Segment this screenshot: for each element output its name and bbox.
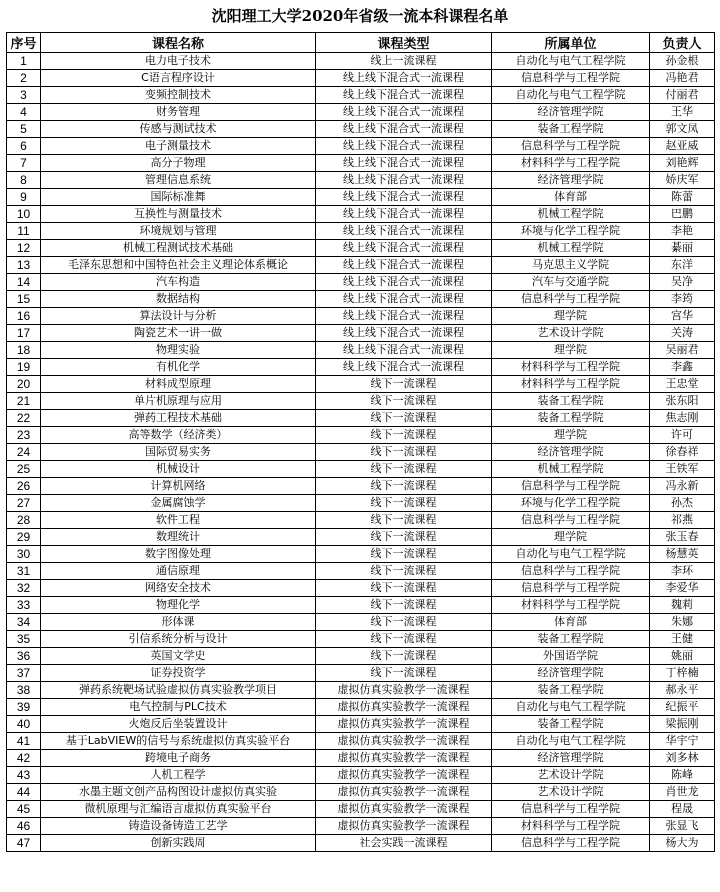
cell-lead: 纪振平 [650, 699, 715, 716]
cell-course-type: 线下一流课程 [316, 597, 492, 614]
header-course-name: 课程名称 [41, 33, 316, 53]
cell-index: 47 [7, 835, 41, 852]
cell-department: 经济管理学院 [492, 750, 650, 767]
cell-lead: 巴鹏 [650, 206, 715, 223]
cell-lead: 张东阳 [650, 393, 715, 410]
cell-department: 材料科学与工程学院 [492, 597, 650, 614]
cell-course-name: 网络安全技术 [41, 580, 316, 597]
cell-department: 理学院 [492, 308, 650, 325]
table-row [7, 138, 715, 155]
cell-index: 21 [7, 393, 41, 410]
cell-index: 20 [7, 376, 41, 393]
cell-course-name: 高分子物理 [41, 155, 316, 172]
table-row [7, 597, 715, 614]
cell-course-type: 线上线下混合式一流课程 [316, 342, 492, 359]
cell-course-name: 机械工程测试技术基础 [41, 240, 316, 257]
cell-department: 装备工程学院 [492, 121, 650, 138]
cell-department: 经济管理学院 [492, 104, 650, 121]
cell-department: 机械工程学院 [492, 206, 650, 223]
cell-course-type: 线上线下混合式一流课程 [316, 206, 492, 223]
cell-course-type: 线上线下混合式一流课程 [316, 70, 492, 87]
cell-department: 信息科学与工程学院 [492, 478, 650, 495]
table-row [7, 70, 715, 87]
cell-lead: 丁梓楠 [650, 665, 715, 682]
cell-department: 经济管理学院 [492, 172, 650, 189]
cell-department: 环境与化学工程学院 [492, 495, 650, 512]
cell-index: 17 [7, 325, 41, 342]
cell-course-name: 陶瓷艺术一讲一做 [41, 325, 316, 342]
cell-department: 汽车与交通学院 [492, 274, 650, 291]
cell-index: 10 [7, 206, 41, 223]
cell-course-type: 线下一流课程 [316, 580, 492, 597]
cell-department: 装备工程学院 [492, 393, 650, 410]
cell-department: 装备工程学院 [492, 410, 650, 427]
table-row [7, 546, 715, 563]
cell-index: 7 [7, 155, 41, 172]
cell-course-name: 计算机网络 [41, 478, 316, 495]
table-row [7, 53, 715, 70]
cell-lead: 杨大为 [650, 835, 715, 852]
table-row [7, 818, 715, 835]
cell-department: 信息科学与工程学院 [492, 512, 650, 529]
cell-course-type: 线下一流课程 [316, 478, 492, 495]
cell-lead: 李鑫 [650, 359, 715, 376]
cell-index: 32 [7, 580, 41, 597]
cell-course-type: 线上线下混合式一流课程 [316, 121, 492, 138]
table-row [7, 376, 715, 393]
table-row [7, 444, 715, 461]
cell-lead: 华宇宁 [650, 733, 715, 750]
cell-index: 22 [7, 410, 41, 427]
cell-index: 41 [7, 733, 41, 750]
cell-lead: 东洋 [650, 257, 715, 274]
cell-department: 理学院 [492, 529, 650, 546]
cell-department: 材料科学与工程学院 [492, 818, 650, 835]
header-lead: 负责人 [650, 33, 715, 53]
cell-course-name: 电力电子技术 [41, 53, 316, 70]
cell-index: 4 [7, 104, 41, 121]
header-index: 序号 [7, 33, 41, 53]
cell-lead: 王铁军 [650, 461, 715, 478]
cell-index: 27 [7, 495, 41, 512]
cell-course-name: 英国文学史 [41, 648, 316, 665]
cell-course-type: 线上线下混合式一流课程 [316, 274, 492, 291]
cell-index: 30 [7, 546, 41, 563]
cell-index: 8 [7, 172, 41, 189]
cell-course-name: 数字图像处理 [41, 546, 316, 563]
cell-course-name: 材料成型原理 [41, 376, 316, 393]
cell-department: 材料科学与工程学院 [492, 359, 650, 376]
cell-lead: 郝永平 [650, 682, 715, 699]
cell-index: 38 [7, 682, 41, 699]
cell-course-type: 虚拟仿真实验教学一流课程 [316, 733, 492, 750]
cell-course-type: 虚拟仿真实验教学一流课程 [316, 750, 492, 767]
cell-course-type: 虚拟仿真实验教学一流课程 [316, 716, 492, 733]
cell-lead: 冯永新 [650, 478, 715, 495]
cell-course-name: 管理信息系统 [41, 172, 316, 189]
cell-index: 12 [7, 240, 41, 257]
cell-department: 体育部 [492, 189, 650, 206]
cell-index: 14 [7, 274, 41, 291]
table-row [7, 393, 715, 410]
cell-lead: 吴丽君 [650, 342, 715, 359]
cell-course-name: 微机原理与汇编语言虚拟仿真实验平台 [41, 801, 316, 818]
cell-course-name: 火炮反后坐装置设计 [41, 716, 316, 733]
table-row [7, 801, 715, 818]
cell-department: 信息科学与工程学院 [492, 291, 650, 308]
cell-course-name: 单片机原理与应用 [41, 393, 316, 410]
cell-course-name: 国际标准舞 [41, 189, 316, 206]
cell-index: 28 [7, 512, 41, 529]
cell-course-name: 水墨主题文创产品构图设计虚拟仿真实验 [41, 784, 316, 801]
cell-index: 6 [7, 138, 41, 155]
cell-course-type: 线下一流课程 [316, 563, 492, 580]
cell-index: 35 [7, 631, 41, 648]
table-row [7, 716, 715, 733]
cell-lead: 冯艳君 [650, 70, 715, 87]
cell-lead: 张玉春 [650, 529, 715, 546]
cell-department: 环境与化学工程学院 [492, 223, 650, 240]
cell-course-type: 虚拟仿真实验教学一流课程 [316, 801, 492, 818]
cell-course-name: 机械设计 [41, 461, 316, 478]
cell-course-name: 电子测量技术 [41, 138, 316, 155]
cell-index: 44 [7, 784, 41, 801]
cell-department: 艺术设计学院 [492, 325, 650, 342]
cell-course-type: 线下一流课程 [316, 614, 492, 631]
header-department: 所属单位 [492, 33, 650, 53]
table-row [7, 240, 715, 257]
cell-lead: 李环 [650, 563, 715, 580]
table-row [7, 563, 715, 580]
cell-lead: 祁燕 [650, 512, 715, 529]
cell-lead: 张显飞 [650, 818, 715, 835]
cell-department: 体育部 [492, 614, 650, 631]
cell-course-type: 线下一流课程 [316, 529, 492, 546]
cell-course-type: 线下一流课程 [316, 631, 492, 648]
cell-department: 艺术设计学院 [492, 767, 650, 784]
cell-department: 自动化与电气工程学院 [492, 87, 650, 104]
cell-lead: 李爱华 [650, 580, 715, 597]
cell-course-type: 线上线下混合式一流课程 [316, 359, 492, 376]
cell-department: 信息科学与工程学院 [492, 563, 650, 580]
cell-course-name: 人机工程学 [41, 767, 316, 784]
table-row [7, 274, 715, 291]
table-row [7, 223, 715, 240]
cell-index: 24 [7, 444, 41, 461]
cell-lead: 杨慧英 [650, 546, 715, 563]
cell-course-type: 线上线下混合式一流课程 [316, 172, 492, 189]
cell-lead: 李艳 [650, 223, 715, 240]
cell-index: 34 [7, 614, 41, 631]
cell-course-name: 物理化学 [41, 597, 316, 614]
cell-department: 马克思主义学院 [492, 257, 650, 274]
table-row [7, 682, 715, 699]
cell-lead: 姚丽 [650, 648, 715, 665]
table-row [7, 325, 715, 342]
cell-lead: 李筠 [650, 291, 715, 308]
table-row [7, 172, 715, 189]
cell-lead: 孙金根 [650, 53, 715, 70]
cell-department: 理学院 [492, 427, 650, 444]
table-row [7, 699, 715, 716]
cell-index: 23 [7, 427, 41, 444]
cell-course-name: 铸造设备铸造工艺学 [41, 818, 316, 835]
table-row [7, 665, 715, 682]
cell-course-name: 数据结构 [41, 291, 316, 308]
cell-course-type: 线上一流课程 [316, 53, 492, 70]
table-row [7, 512, 715, 529]
cell-lead: 徐春祥 [650, 444, 715, 461]
cell-course-type: 线下一流课程 [316, 393, 492, 410]
table-row [7, 121, 715, 138]
cell-lead: 王健 [650, 631, 715, 648]
cell-index: 45 [7, 801, 41, 818]
cell-index: 36 [7, 648, 41, 665]
cell-course-name: 弹药系统靶场试验虚拟仿真实验教学项目 [41, 682, 316, 699]
cell-course-name: 算法设计与分析 [41, 308, 316, 325]
cell-index: 42 [7, 750, 41, 767]
cell-course-name: 金属腐蚀学 [41, 495, 316, 512]
table-row [7, 648, 715, 665]
cell-lead: 陈蕾 [650, 189, 715, 206]
cell-department: 信息科学与工程学院 [492, 70, 650, 87]
table-row [7, 529, 715, 546]
cell-course-name: 变频控制技术 [41, 87, 316, 104]
cell-course-name: 国际贸易实务 [41, 444, 316, 461]
cell-course-type: 线上线下混合式一流课程 [316, 308, 492, 325]
cell-course-name: 数理统计 [41, 529, 316, 546]
cell-course-type: 线上线下混合式一流课程 [316, 189, 492, 206]
cell-lead: 魏莉 [650, 597, 715, 614]
cell-course-name: 汽车构造 [41, 274, 316, 291]
cell-department: 装备工程学院 [492, 631, 650, 648]
cell-department: 经济管理学院 [492, 665, 650, 682]
cell-lead: 关涛 [650, 325, 715, 342]
cell-course-name: 基于LabVIEW的信号与系统虚拟仿真实验平台 [41, 733, 316, 750]
course-table [6, 32, 715, 852]
cell-course-type: 线下一流课程 [316, 546, 492, 563]
cell-course-type: 虚拟仿真实验教学一流课程 [316, 699, 492, 716]
cell-course-name: 形体课 [41, 614, 316, 631]
cell-course-name: 环境规划与管理 [41, 223, 316, 240]
cell-department: 装备工程学院 [492, 716, 650, 733]
cell-course-type: 线上线下混合式一流课程 [316, 138, 492, 155]
table-row [7, 342, 715, 359]
table-row [7, 427, 715, 444]
cell-course-name: 创新实践周 [41, 835, 316, 852]
table-row [7, 189, 715, 206]
cell-lead: 焦志刚 [650, 410, 715, 427]
cell-course-name: 毛泽东思想和中国特色社会主义理论体系概论 [41, 257, 316, 274]
cell-course-type: 线上线下混合式一流课程 [316, 104, 492, 121]
cell-course-name: 高等数学（经济类） [41, 427, 316, 444]
cell-department: 材料科学与工程学院 [492, 155, 650, 172]
cell-course-type: 线上线下混合式一流课程 [316, 223, 492, 240]
cell-department: 艺术设计学院 [492, 784, 650, 801]
cell-course-type: 线上线下混合式一流课程 [316, 325, 492, 342]
cell-index: 11 [7, 223, 41, 240]
cell-department: 自动化与电气工程学院 [492, 699, 650, 716]
table-row [7, 631, 715, 648]
cell-department: 信息科学与工程学院 [492, 801, 650, 818]
cell-index: 13 [7, 257, 41, 274]
table-row [7, 733, 715, 750]
cell-department: 材料科学与工程学院 [492, 376, 650, 393]
cell-course-type: 社会实践一流课程 [316, 835, 492, 852]
document-title: 沈阳理工大学2020年省级一流本科课程名单 [211, 7, 509, 25]
table-row [7, 291, 715, 308]
cell-lead: 许可 [650, 427, 715, 444]
cell-department: 机械工程学院 [492, 240, 650, 257]
cell-course-name: 通信原理 [41, 563, 316, 580]
cell-course-type: 线上线下混合式一流课程 [316, 87, 492, 104]
cell-course-name: 物理实验 [41, 342, 316, 359]
cell-department: 机械工程学院 [492, 461, 650, 478]
cell-course-name: 跨境电子商务 [41, 750, 316, 767]
cell-lead: 刘多林 [650, 750, 715, 767]
cell-course-type: 线下一流课程 [316, 648, 492, 665]
cell-index: 26 [7, 478, 41, 495]
cell-course-type: 线上线下混合式一流课程 [316, 291, 492, 308]
cell-course-type: 线下一流课程 [316, 665, 492, 682]
cell-department: 信息科学与工程学院 [492, 138, 650, 155]
cell-index: 2 [7, 70, 41, 87]
cell-lead: 孙杰 [650, 495, 715, 512]
cell-course-type: 线下一流课程 [316, 376, 492, 393]
cell-index: 1 [7, 53, 41, 70]
cell-index: 15 [7, 291, 41, 308]
cell-lead: 綦丽 [650, 240, 715, 257]
cell-course-type: 虚拟仿真实验教学一流课程 [316, 784, 492, 801]
table-row [7, 87, 715, 104]
table-row [7, 580, 715, 597]
cell-lead: 陈峰 [650, 767, 715, 784]
cell-course-type: 线下一流课程 [316, 461, 492, 478]
table-row [7, 750, 715, 767]
cell-course-type: 线上线下混合式一流课程 [316, 257, 492, 274]
cell-department: 装备工程学院 [492, 682, 650, 699]
cell-index: 25 [7, 461, 41, 478]
cell-course-type: 线下一流课程 [316, 427, 492, 444]
cell-course-name: 传感与测试技术 [41, 121, 316, 138]
table-row [7, 359, 715, 376]
cell-department: 经济管理学院 [492, 444, 650, 461]
cell-lead: 赵亚威 [650, 138, 715, 155]
cell-index: 33 [7, 597, 41, 614]
cell-department: 信息科学与工程学院 [492, 835, 650, 852]
cell-course-type: 线下一流课程 [316, 444, 492, 461]
cell-lead: 梁振刚 [650, 716, 715, 733]
cell-lead: 王忠堂 [650, 376, 715, 393]
cell-lead: 程晟 [650, 801, 715, 818]
cell-course-name: 财务管理 [41, 104, 316, 121]
cell-lead: 王华 [650, 104, 715, 121]
cell-index: 31 [7, 563, 41, 580]
cell-department: 外国语学院 [492, 648, 650, 665]
cell-index: 18 [7, 342, 41, 359]
cell-index: 16 [7, 308, 41, 325]
table-row [7, 835, 715, 852]
cell-course-name: 引信系统分析与设计 [41, 631, 316, 648]
cell-lead: 吴净 [650, 274, 715, 291]
cell-department: 自动化与电气工程学院 [492, 546, 650, 563]
table-row [7, 308, 715, 325]
cell-lead: 娇庆军 [650, 172, 715, 189]
table-row [7, 104, 715, 121]
cell-lead: 刘艳辉 [650, 155, 715, 172]
cell-course-name: 互换性与测量技术 [41, 206, 316, 223]
cell-course-type: 虚拟仿真实验教学一流课程 [316, 818, 492, 835]
cell-lead: 朱娜 [650, 614, 715, 631]
table-row [7, 461, 715, 478]
cell-course-name: C语言程序设计 [41, 70, 316, 87]
cell-lead: 宫华 [650, 308, 715, 325]
cell-lead: 付丽君 [650, 87, 715, 104]
cell-index: 9 [7, 189, 41, 206]
cell-index: 29 [7, 529, 41, 546]
table-row [7, 767, 715, 784]
cell-course-name: 证券投资学 [41, 665, 316, 682]
cell-index: 40 [7, 716, 41, 733]
cell-course-type: 虚拟仿真实验教学一流课程 [316, 682, 492, 699]
table-row [7, 257, 715, 274]
cell-index: 43 [7, 767, 41, 784]
table-row [7, 410, 715, 427]
cell-index: 5 [7, 121, 41, 138]
cell-course-name: 弹药工程技术基础 [41, 410, 316, 427]
cell-department: 理学院 [492, 342, 650, 359]
cell-department: 自动化与电气工程学院 [492, 53, 650, 70]
cell-course-name: 有机化学 [41, 359, 316, 376]
cell-index: 37 [7, 665, 41, 682]
table-header-row [7, 33, 715, 53]
table-row [7, 614, 715, 631]
cell-course-name: 电气控制与PLC技术 [41, 699, 316, 716]
cell-index: 39 [7, 699, 41, 716]
header-course-type: 课程类型 [316, 33, 492, 53]
cell-index: 46 [7, 818, 41, 835]
cell-index: 3 [7, 87, 41, 104]
cell-course-type: 线下一流课程 [316, 512, 492, 529]
cell-course-type: 线上线下混合式一流课程 [316, 155, 492, 172]
cell-course-type: 线上线下混合式一流课程 [316, 240, 492, 257]
cell-index: 19 [7, 359, 41, 376]
cell-course-type: 线下一流课程 [316, 495, 492, 512]
cell-lead: 肖世龙 [650, 784, 715, 801]
cell-course-type: 虚拟仿真实验教学一流课程 [316, 767, 492, 784]
cell-course-type: 线下一流课程 [316, 410, 492, 427]
cell-department: 自动化与电气工程学院 [492, 733, 650, 750]
cell-department: 信息科学与工程学院 [492, 580, 650, 597]
table-row [7, 784, 715, 801]
table-row [7, 206, 715, 223]
table-row [7, 495, 715, 512]
table-row [7, 155, 715, 172]
cell-lead: 郭文凤 [650, 121, 715, 138]
cell-course-name: 软件工程 [41, 512, 316, 529]
table-row [7, 478, 715, 495]
